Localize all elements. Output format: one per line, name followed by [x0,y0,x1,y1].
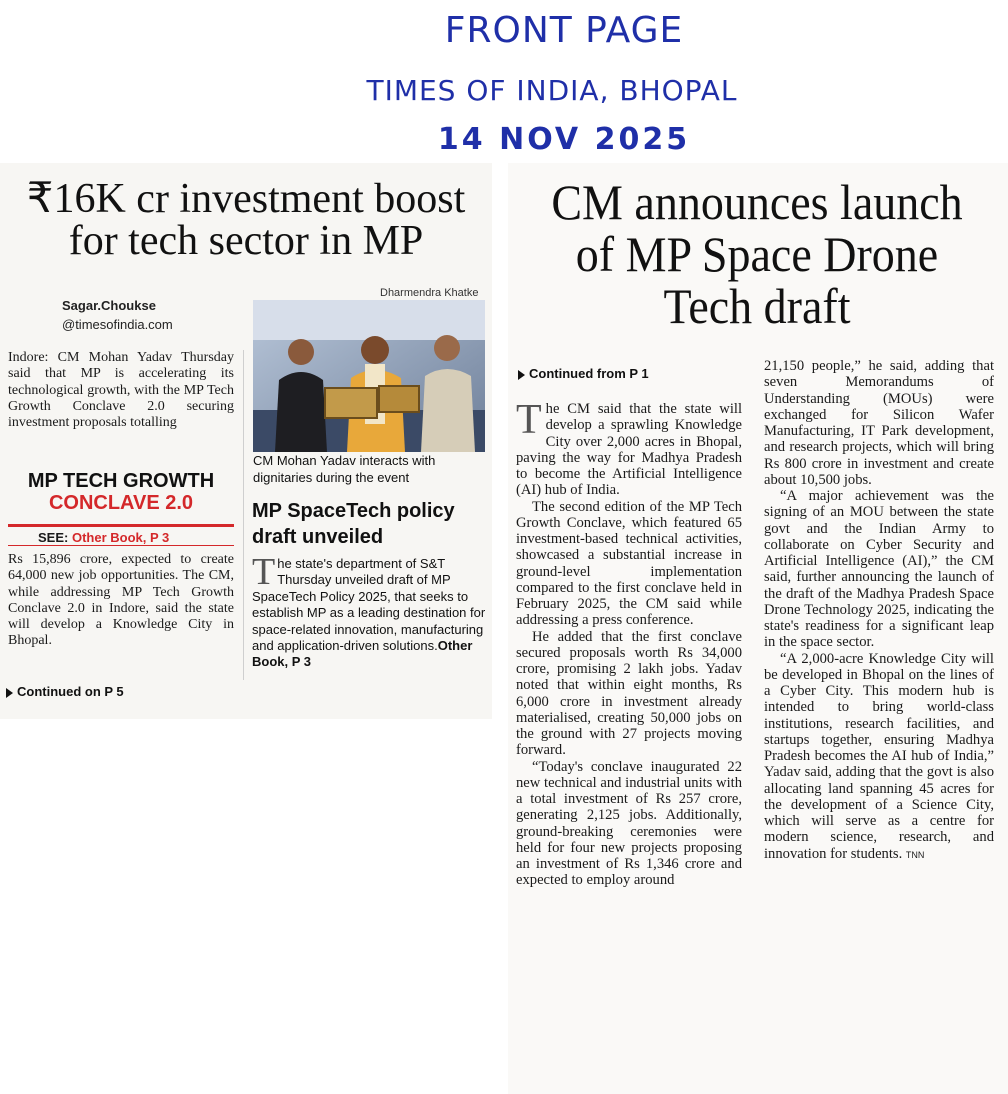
stamp-publication: TIMES OF INDIA, BHOPAL [366,74,738,107]
conclave-title-line2: CONCLAVE 2.0 [48,492,194,514]
see-label: SEE: [38,530,69,545]
byline-name: Sagar.Choukse [62,298,156,313]
spacetech-ref: Other Book, P 3 [252,638,473,670]
right-headline: CM announces launch of MP Space Drone Tech draft [551,174,963,334]
photo-caption: CM Mohan Yadav interacts with dignitaries during the event [253,453,436,485]
stamp-front-page: FRONT PAGE [444,10,684,51]
paragraph: “Today's conclave inaugurated 22 new technical and industrial units with a total investment of Rs 257 crore, generating 2,125 jobs. Additionally, ground-breaking ceremonies were held for four new projects proposing an investment of Rs 1,346 crore and expected to employ around [516,758,742,889]
right-column-2 [764,358,994,863]
continued-on-marker [6,684,124,699]
sign-off: TNN [905,849,925,860]
spacetech-headline: MP SpaceTech policy draft unveiled [252,500,455,548]
continued-on-text: Continued on P 5 [17,684,124,699]
paragraph: “A major achievement was the signing of an MOU between the state govt and the Indian Army to collaborate on Cyber Security and Artificial Intelligence (AI),” the CM said, further announcing the launch of the draft of the Madhya Pradesh Space Drone Technology 2025, indicating the state's readiness for a significant leap in the space sector. [764,488,994,651]
left-lede [8,350,234,431]
right-column-1 [516,397,742,889]
column-divider [243,350,244,680]
paragraph: 21,150 people,” he said, adding that seven Memorandums of Understanding (MOUs) were exchanged for Silicon Wafer Manufacturing, IT Park development, and research projects, which will bring Rs 800 crore in investment and create about 10,500 jobs. [764,358,994,488]
paragraph-text: “A 2,000-acre Knowledge City will be developed in Bhopal on the lines of a Cyber City. This modern hub is intended to bring world-class institutions, research facilities, and startups together, ensuring Madhya Pradesh becomes the AI hub of India,” Yadav said, adding that the govt is also allocating land spanning 45 acres for the development of a Science City, which will serve as a centre for modern science, research, and innovation for students. [764,650,994,862]
conclave-box-header [8,470,234,514]
see-target: Other Book, P 3 [71,530,170,545]
photo-credit: Dharmendra Khatke [380,287,479,299]
paragraph: He added that the first conclave secured proposals worth Rs 34,000 crore, promising 2 lakh jobs. Yadav noted that within eight months, Rs 6,000 crore in investment already materialised, creating 50,000 jobs on the ground with 27 projects moving forward. [516,628,742,759]
continued-from-marker [518,366,649,381]
event-photo-illustration [253,300,485,452]
event-photo [253,300,485,452]
spacetech-body-text: he state's department of S&T Thursday unveiled draft of MP SpaceTech Policy 2025, that seeks to establish MP as a leading destination for space-related innovation, manufacturing and application-driven solutions. [252,556,486,654]
spacetech-body [252,551,486,671]
left-lede-text: Indore: CM Mohan Yadav Thursday said that MP is accelerating its technological growth, with the MP Tech Growth Conclave 2.0 securing investment proposals totalling [8,350,234,431]
continued-from-text: Continued from P 1 [529,366,649,381]
paragraph-text: he CM said that the state will develop a sprawling Knowledge City over 2,000 acres in Bhopal, paving the way for Madhya Pradesh to become the Artificial Intelligence (AI) hub of India. [516,401,742,499]
paragraph: The second edition of the MP Tech Growth Conclave, which featured 65 investment-based technical activities, showcased a substantial increase in ground-level implementation compared to the first conclave held in February 2025, the CM said while addressing a press conference. [516,498,742,629]
left-lede-continued-text: Rs 15,896 crore, expected to create 64,000 new job opportunities. The CM, while addressing MP Tech Growth Conclave 2.0 in Indore, said the state will develop a Knowledge City in Bhopal. [8,552,234,649]
stamp-date: 14 NOV 2025 [437,122,691,157]
triangle-icon [6,688,13,698]
right-dropcap: T [516,397,542,443]
byline-email: @timesofindia.com [62,317,173,332]
byline [62,296,173,334]
conclave-title-line1: MP TECH GROWTH [27,470,215,492]
triangle-icon [518,370,525,380]
paragraph [764,651,994,863]
see-reference [8,524,234,546]
paragraph [516,397,742,499]
left-lede-continued [8,552,234,650]
spacetech-dropcap: T [252,551,276,593]
left-headline: ₹16K cr investment boost for tech sector in MP [26,176,466,264]
